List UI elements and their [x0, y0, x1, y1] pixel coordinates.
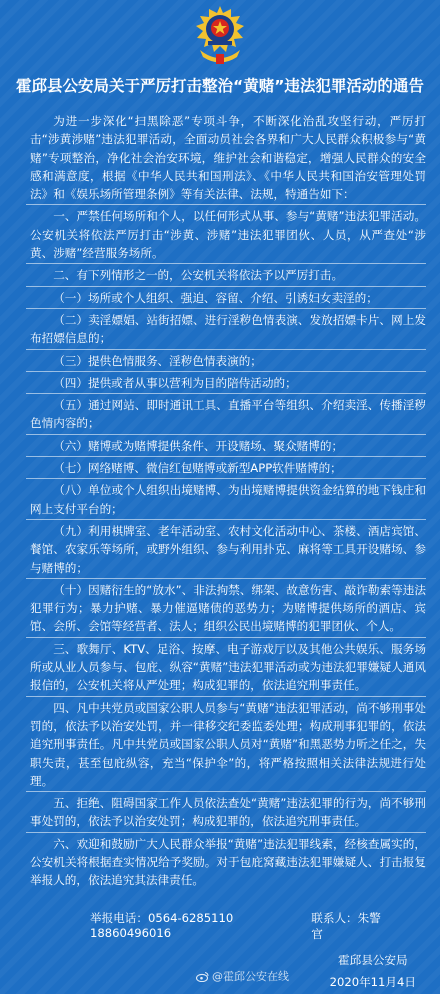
divider: [26, 393, 426, 394]
item-paragraph: （七）网络赌博、微信红包赌博或新型APP软件赌博的；: [53, 461, 342, 476]
signature-block: [330, 952, 416, 990]
clause-paragraph: 六、欢迎和鼓励广大人民群众举报“黄赌”违法犯罪线索，经核查属实的，公安机关将根据查实情况给予奖励。对于包庇窝藏违法犯罪嫌疑人、打击报复举报人的，依法追究其法律责任。: [30, 836, 426, 888]
weibo-icon: [196, 971, 209, 982]
intro-paragraph: 为进一步深化“扫黑除恶”专项斗争，不断深化治乱攻坚行动，严厉打击“涉黄涉赌”违法犯罪活动，全面动员社会各界和广大人民群众积极参与“黄赌”专项整治，净化社会治安环境，维护社会和谐稳定，增强人民群众的安全感和满意度，根据《中华人民共和国刑法》、《中华人民共和国治安管理处罚法》和《娱乐场所管理条例》等有关法律、法规，特通告如下：: [30, 114, 426, 202]
police-emblem: [0, 4, 440, 68]
issue-date: 2020年11月4日: [329, 975, 416, 989]
clause-paragraph: 五、拒绝、阻碍国家工作人员依法查处“黄赌”违法犯罪的行为，尚不够刑事处罚的，依法予以治安处罚；构成犯罪的，依法追究刑事责任。: [30, 796, 426, 829]
divider: [26, 456, 426, 457]
item-paragraph: （四）提供或者从事以营利为目的陪侍活动的；: [53, 375, 297, 390]
item-paragraph: （二）卖淫嫖娼、站街招嫖、进行淫秽色情表演、发放招嫖卡片、网上发布招嫖信息的；: [30, 312, 426, 346]
clause-paragraph: 四、凡中共党员或国家公职人员参与“黄赌”违法犯罪活动，尚不够刑事处罚的，依法予以治安处罚，并一律移交纪委监委处理；构成刑事犯罪的，依法追究刑事责任。凡中共党员或国家公职人员对“黄赌”和黑恶势力听之任之，失职失责，甚至包庇纵容，充当“保护伞”的，将严格按照相关法律法规进行处理。: [30, 700, 426, 788]
contact-person: 联系人：朱警官: [311, 911, 381, 941]
clause-paragraph: 一、严禁任何场所和个人，以任何形式从事、参与“黄赌”违法犯罪活动。公安机关将依法严厉打击“涉黄、涉赌”违法犯罪团伙、人员，从严查处“涉黄、涉赌”经营服务场所。: [30, 209, 426, 261]
clause-paragraph: 二、有下列情形之一的，公安机关将依法予以严厉打击。: [53, 268, 344, 283]
divider: [26, 578, 426, 579]
divider: [26, 434, 426, 435]
item-paragraph: （三）提供色情服务、淫秽色情表演的；: [53, 353, 262, 368]
item-paragraph: （五）通过网站、即时通讯工具、直播平台等组织、介绍卖淫、传播淫秽色情内容的；: [30, 398, 426, 431]
watermark-text: @霍邱公安在线: [212, 970, 289, 983]
divider: [26, 791, 426, 792]
notice-body: [30, 112, 426, 890]
divider: [26, 308, 426, 309]
divider: [26, 832, 426, 833]
item-paragraph: （八）单位或个人组织出境赌博、为出境赌博提供资金结算的地下钱庄和网上支付平台的；: [30, 483, 426, 516]
divider: [26, 371, 426, 372]
divider: [26, 637, 426, 638]
weibo-watermark: [196, 968, 289, 984]
divider: [26, 696, 426, 697]
issuer-name: 霍邱县公安局: [338, 953, 408, 967]
divider: [26, 478, 426, 479]
item-paragraph: （九）利用棋牌室、老年活动室、农村文化活动中心、茶楼、酒店宾馆、餐馆、农家乐等场所，或野外组织、参与利用扑克、麻将等工具开设赌场、参与赌博的；: [30, 523, 426, 575]
divider: [26, 286, 426, 287]
item-paragraph: （六）赌博或为赌博提供条件、开设赌场、聚众赌博的；: [53, 438, 344, 453]
item-paragraph: （一）场所或个人组织、强迫、容留、介绍、引诱妇女卖淫的；: [53, 290, 378, 305]
clause-paragraph: 三、歌舞厅、KTV、足浴、按摩、电子游戏厅以及其他公共娱乐、服务场所或从业人员参与、包庇、纵容“黄赌”违法犯罪活动或为违法犯罪嫌疑人通风报信的，公安机关将从严处理；构成犯罪的，依法追究刑事责任。: [30, 641, 426, 693]
divider: [26, 204, 426, 205]
divider: [26, 349, 426, 350]
police-badge-icon: [190, 4, 250, 66]
contact-footer: [20, 910, 426, 942]
divider: [26, 519, 426, 520]
divider: [26, 263, 426, 264]
item-paragraph: （十）因赌衍生的“放水”、非法拘禁、绑架、故意伤害、敲诈勒索等违法犯罪行为；暴力护赌、暴力催逼赌债的恶势力；为赌博提供场所的酒店、宾馆、会所、会馆等经营者、法人；组织公民出境赌博的犯罪团伙、个人。: [30, 582, 426, 634]
report-hotline: 举报电话：0564-6285110 18860496016: [90, 911, 234, 940]
notice-title: 霍邱县公安局关于严厉打击整治“黄赌”违法犯罪活动的通告: [16, 77, 424, 95]
